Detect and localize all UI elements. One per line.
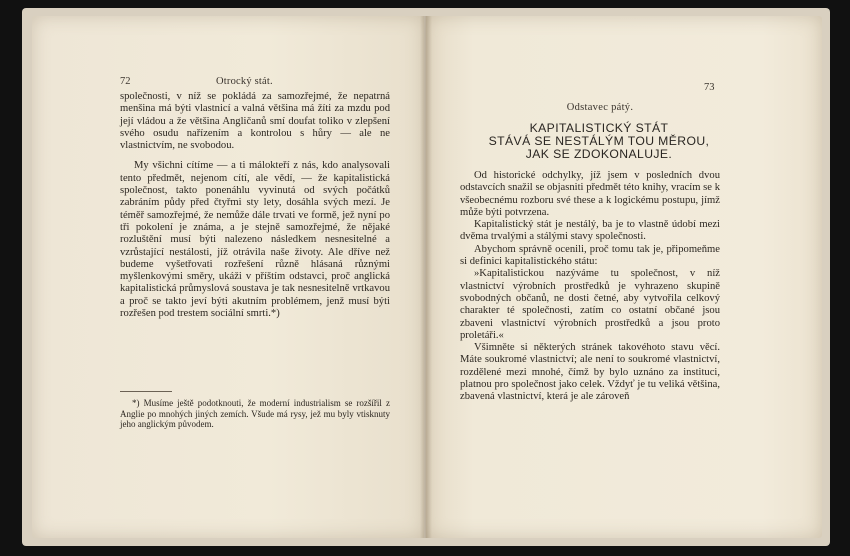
left-page-number: 72 (120, 76, 131, 87)
footnote (120, 398, 390, 430)
right-paragraph-2: Kapitalistický stát je nestálý, ba je to vlastně údobí mezi dvěma trvalými a stálými stavy společnosti. (460, 219, 720, 243)
chapter-title-line-3: JAK SE ZDOKONALUJE. (525, 147, 673, 162)
section-label: Odstavec pátý. (566, 102, 634, 113)
chapter-title-line-2: STÁVÁ SE NESTÁLÝM TOU MĚROU, (488, 134, 710, 149)
right-paragraph-1: Od historické odchylky, jíž jsem v posledních dvou odstavcích snažil se objasniti předmět této knihy, vracím se k všeobecnému rozboru své these a k logickému postupu, jímž může býti potvrzena. (460, 170, 720, 218)
right-paragraph-5: Všimněte si některých stránek takovéhoto stavu věcí. Máte soukromé vlastnictví; ale není to soukromé vlastnictví, rozdělené mezi mnohé, čímž by bylo uznáno za instituci, platnou pro společnost jako celek. Vždyť je tu veliká většina, zbavená vlastnictví, která je ale zároveň (460, 342, 720, 403)
right-paragraph-4: »Kapitalistickou nazýváme tu společnost, v níž vlastnictví výrobních prostředků je vyhrazeno skupině svobodných občanů, ne dosti četné, aby vytvořila celkový charakter té společnosti, zatím co ostatní občané jsou zbaveni vlastnictví výrobních prostředků a jsou proto proletáři.« (460, 268, 720, 341)
book-gutter (420, 16, 432, 538)
footnote-rule (120, 391, 172, 392)
left-paragraph-2: My všichni cítíme — a ti málokteří z nás, kdo analysovali tento předmět, nejenom cítí, ale vědí, — že kapitalistická společnost, takto ponenáhlu vyvinutá od svých počátků zabráním půdy před čtyřmi sty lety, dosáhla svých mezí. Je téměř samozřejmé, že nemůže dále trvati ve formě, jež nyní po tři pokolení je známa, a je stejně samozřejmé, že nějaké rozluštění musí býti nalezeno následkem nesnesitelné a vzrůstající nestálosti, jíž otrávila naše životy. Ale dříve než budeme vyšetřovati rozřešení různě hlásaná různými myšlenkovými směry, ukáži v příštím odstavci, proč anglická kapitalistická průmyslová soustava je tak nesnesitelně vrtkavou a proč se takto jeví býti akutním problémem, jenž musí býti rozřešen pod trestem sociální smrti.*) (120, 160, 390, 320)
chapter-title (470, 122, 728, 162)
right-page-number: 73 (704, 82, 715, 93)
chapter-title-line-1: KAPITALISTICKÝ STÁT (529, 121, 669, 135)
right-page-body (460, 170, 720, 404)
running-head: Otrocký stát. (216, 76, 273, 87)
left-page-body (120, 91, 390, 320)
footnote-text: *) Musíme ještě podotknouti, že moderní industrialism se rozšířil z Anglie po mnohých jiných zemích. Všude má rysy, jež mu byly vtisknuty jeho anglickým původem. (120, 398, 390, 430)
left-paragraph-1: společnosti, v níž se pokládá za samozřejmé, že nepatrná menšina má býti vlastnicí a valná většina má žíti za mzdu pod její vládou a že většina Angličanů smí doufat toliko v zlepšení svého osudu nařízením a kontrolou s hůry — ale ne vlastnictvím, ne svobodou. (120, 91, 390, 152)
right-paragraph-3: Abychom správně ocenili, proč tomu tak je, připomeňme si definici kapitalistického státu: (460, 243, 720, 268)
